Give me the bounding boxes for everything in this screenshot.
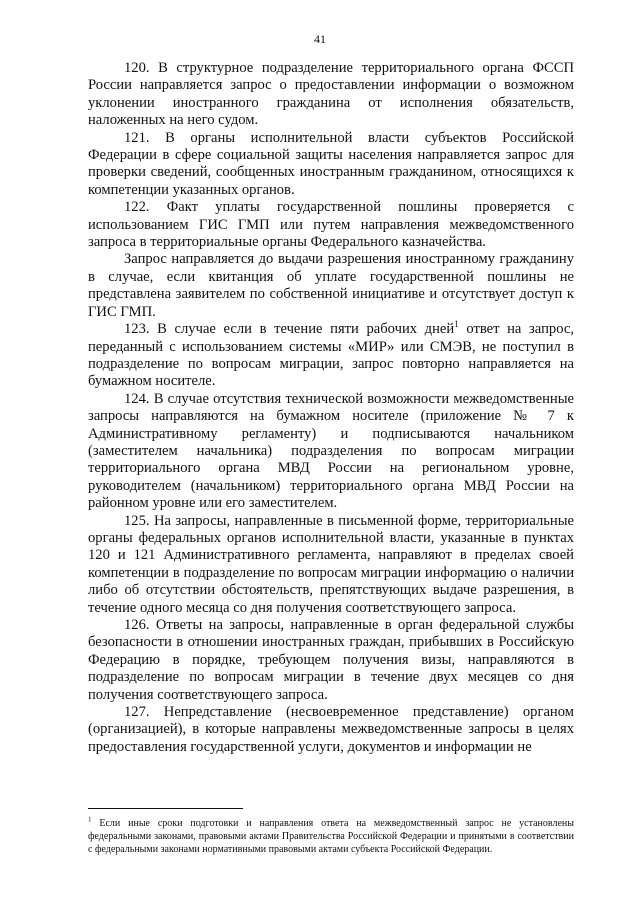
footnote-text: Если иные сроки подготовки и направления ответа на межведомственный запрос не установлены федеральными законами, правовыми актами Правительства Российской Федерации и принятыми в соответствии с федеральными законами нормативными правовыми актами субъекта Российской Федерации. <box>88 818 574 855</box>
paragraph-126: 126. Ответы на запросы, направленные в орган федеральной службы безопасности в отношении иностранных граждан, прибывших в Российскую Федерацию в порядке, требующем получения визы, направляются в подразделение по вопросам миграции в течение двух месяцев со дня получения соответствующего запроса. <box>88 617 574 703</box>
footnote-marker: 1 <box>88 815 92 824</box>
paragraph-123 <box>88 321 574 391</box>
paragraph-127: 127. Непредставление (несвоевременное представление) органом (организацией), в которые направлены межведомственные запросы в целях предоставления государственной услуги, документов и информации не <box>88 704 574 755</box>
paragraph-120: 120. В структурное подразделение территориального органа ФССП России направляется запрос о предоставлении информации о возможном уклонении иностранного гражданина от исполнения обязательств, наложенных на него судом. <box>88 60 574 129</box>
paragraph-122: 122. Факт уплаты государственной пошлины проверяется с использованием ГИС ГМП или путем направления межведомственного запроса в территориальные органы Федерального казначейства. <box>88 199 574 251</box>
document-body <box>88 60 574 756</box>
paragraph-124: 124. В случае отсутствия технической возможности межведомственные запросы направляются на бумажном носителе (приложение № 7 к Административному регламенту) и подписываются начальником (заместителем начальника) подразделения по вопросам миграции территориального органа МВД России на региональном уровне, руководителем (начальником) территориального органа МВД России на районном уровне или его заместителем. <box>88 390 574 512</box>
paragraph-123-text-before: 123. В случае если в течение пяти рабочих дней <box>124 321 455 338</box>
footnote-reference: 1 <box>454 319 459 330</box>
paragraph-125: 125. На запросы, направленные в письменной форме, территориальные органы федеральных органов исполнительной власти, указанные в пунктах 120 и 121 Административного регламента, направляют в пределах своей компетенции в подразделение по вопросам миграции информацию о наличии либо об отсутствии обстоятельств, препятствующих выдаче разрешения, в течение одного месяца со дня получения соответствующего запроса. <box>88 512 574 616</box>
paragraph-122-continued: Запрос направляется до выдачи разрешения иностранному гражданину в случае, если квитанция об уплате государственной пошлины не представлена заявителем по собственной инициативе и отсутствует доступ к ГИС ГМП. <box>88 251 574 320</box>
footnote-divider <box>88 808 243 809</box>
footnote <box>88 817 574 856</box>
paragraph-121: 121. В органы исполнительной власти субъектов Российской Федерации в сфере социальной защиты населения направляется запрос для проверки сведений, сообщенных иностранным гражданином, относящихся к компетенции указанных органов. <box>88 129 574 198</box>
paragraph-123-text-after: ответ на запрос, переданный с использованием системы «МИР» или СМЭВ, не поступил в подразделение по вопросам миграции, запрос повторно направляется на бумажном носителе. <box>88 321 574 390</box>
page-number: 41 <box>314 32 326 46</box>
